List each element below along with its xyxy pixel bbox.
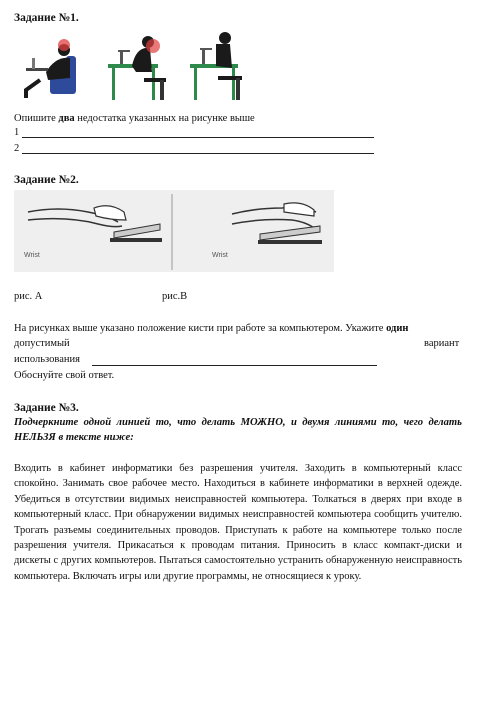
answer-line-1[interactable] [22,137,374,138]
answer-line-1-label: 1 [14,127,20,138]
task3-instruction: Подчеркните одной линией то, что делать МОЖНО, и двумя линиями то, чего делать НЕЛЬЗЯ в тексте ниже: [14,417,462,443]
task1-heading: Задание №1. [14,12,79,24]
task2-text-l3: использования [14,354,80,365]
task2-heading: Задание №2. [14,174,79,186]
wrist-label-b: Wrist [212,252,228,259]
task3-body: Входить в кабинет информатики без разрешения учителя. Заходить в компьютерный класс спокойно. Занимать свое рабочее место. Находиться в кабинете информатики в верхней одежде. Убедиться в отсутствии видимых неисправностей компьютера. Толкаться в дверях при входе в компьютерный класс. При обнаружении видимых неисправностей компьютера сообщить учителю. Трогать разъемы соединительных проводов. Приступать к работе на компьютере только после разрешения учителя. Прикасаться к проводам питания. Приносить в класс компакт-диски и дискеты с других компьютеров. Пытаться самостоятельно устранить обнаруженную неисправность компьютера. Включать игры или другие программы, не относящиеся к уроку. [14,463,462,582]
answer-line-2[interactable] [22,153,374,154]
wrist-label-a: Wrist [24,252,40,259]
posture-figure-2 [108,36,166,100]
task2-answer-line[interactable] [92,365,377,366]
task1-question-pre: Опишите [14,113,59,124]
task2-text-l4: Обоснуйте свой ответ. [14,370,115,381]
posture-illustrations [20,28,250,106]
task3-heading: Задание №3. [14,402,79,414]
task1-question-post: недостатка указанных на рисунке выше [74,113,255,124]
task1-question [14,112,255,125]
task2-text-l2-left: допустимый [14,338,70,349]
task2-text-bold: один [386,323,409,334]
task2-text-pre: На рисунках выше указано положение кисти при работе за компьютером. Укажите [14,323,387,334]
fig-b-label: рис.В [162,291,188,302]
fig-a-label: рис. А [14,291,43,302]
posture-figure-3 [190,32,242,100]
task1-question-bold: два [58,113,75,124]
posture-figure-1 [26,39,76,98]
wrist-figures-svg [14,190,334,272]
wrist-figures [14,190,334,272]
task2-text-l2-right: вариант [424,338,460,349]
task2-text-line1 [14,322,474,335]
answer-line-2-label: 2 [14,143,20,154]
